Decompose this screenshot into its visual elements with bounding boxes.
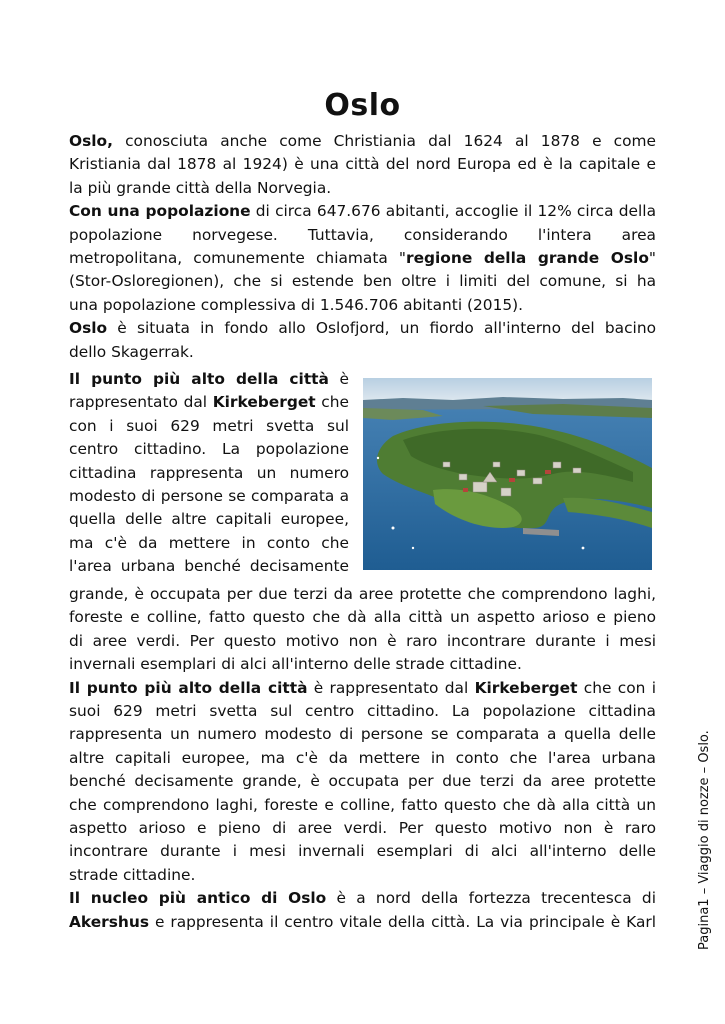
p4-line-1 bbox=[69, 368, 349, 391]
photo-illustration bbox=[363, 378, 652, 570]
p6-text: e rappresenta il centro vitale della città. La via principale è Karl bbox=[149, 912, 656, 931]
p5-line-4: altre capitali europee, ma c'è da mettere in conto che l'area urbana bbox=[69, 748, 656, 767]
p5-line-2: suoi 629 metri svetta sul centro cittadino. La popolazione cittadina bbox=[69, 702, 656, 721]
page-footer: Pagina1 – Viaggio di nozze – Oslo. bbox=[697, 730, 712, 950]
p1-line-2: Kristiania dal 1878 al 1924) è una città del nord Europa ed è la capitale e bbox=[69, 155, 656, 174]
p4-line-9: l'area urbana benché decisamente bbox=[69, 557, 349, 576]
main-text bbox=[69, 583, 656, 934]
p4-line-7: quella delle altre capitali europee, bbox=[69, 510, 349, 529]
p4-line-6: modesto di persone se comparata a bbox=[69, 487, 349, 506]
p5-line-6: che comprendono laghi, foreste e colline, fatto questo che dà alla città un bbox=[69, 795, 656, 814]
p4-bold: Il punto più alto della città bbox=[69, 370, 329, 388]
p5-line-8: incontrare durante i mesi invernali esemplari di alci all'interno delle bbox=[69, 842, 656, 861]
p3-line-2: dello Skagerrak. bbox=[69, 342, 194, 361]
p1-line-3: la più grande città della Norvegia. bbox=[69, 178, 332, 197]
p4-text: che bbox=[315, 393, 349, 412]
p4-line-10: grande, è occupata per due terzi da aree protette che comprendono laghi, bbox=[69, 585, 656, 603]
p6-bold: Il nucleo più antico di Oslo bbox=[69, 889, 327, 908]
p4-line-4: centro cittadino. La popolazione bbox=[69, 440, 349, 459]
p1-text: conosciuta anche come Christiania dal 1624 al 1878 e come bbox=[112, 132, 656, 150]
p5-line-7: aspetto arioso e pieno di aree verdi. Per questo motivo non è raro bbox=[69, 819, 656, 838]
p5-line-9: strade cittadine. bbox=[69, 865, 196, 884]
p4-line-13: invernali esemplari di alci all'interno delle strade cittadine. bbox=[69, 655, 522, 674]
p4-text: rappresentato dal bbox=[69, 393, 213, 412]
p2-line-4: (Stor-Osloregionen), che si estende ben oltre i limiti del comune, si ha bbox=[69, 272, 656, 291]
p2-text: " bbox=[648, 249, 656, 268]
oslo-aerial-photo bbox=[363, 378, 652, 570]
p2-line-2: popolazione norvegese. Tuttavia, considerando l'intera area bbox=[69, 225, 656, 244]
p1-line-1 bbox=[69, 130, 656, 153]
p6-bold: Akershus bbox=[69, 912, 149, 931]
p5-text: è rappresentato dal bbox=[307, 678, 475, 697]
p5-text: che con i bbox=[577, 678, 656, 697]
intro-text bbox=[69, 130, 656, 364]
p2-line-1 bbox=[69, 200, 656, 223]
p3-line-1 bbox=[69, 317, 656, 340]
p2-bold: Con una popolazione bbox=[69, 202, 251, 221]
p6-line-2 bbox=[69, 911, 656, 934]
p4-line-5: cittadina rappresenta un numero bbox=[69, 463, 349, 482]
p3-bold: Oslo bbox=[69, 319, 108, 338]
p6-text: è a nord della fortezza trecentesca di bbox=[326, 889, 656, 908]
p2-bold: regione della grande Oslo bbox=[405, 249, 649, 268]
p6-line-1 bbox=[69, 887, 656, 910]
p5-line-5: benché decisamente grande, è occupata per due terzi da aree protette bbox=[69, 772, 656, 791]
p2-line-3 bbox=[69, 247, 656, 270]
p2-line-5: una popolazione complessiva di 1.546.706 abitanti (2015). bbox=[69, 295, 524, 314]
p4-text: è bbox=[328, 370, 349, 388]
p2-text: di circa 647.676 abitanti, accoglie il 12% circa della bbox=[250, 202, 656, 221]
p4-line-2 bbox=[69, 391, 349, 414]
p5-bold: Kirkeberget bbox=[474, 678, 578, 697]
p4-bold: Kirkeberget bbox=[212, 393, 316, 412]
page-title: Oslo bbox=[324, 88, 401, 123]
p4-line-8: ma c'è da mettere in conto che bbox=[69, 533, 349, 552]
p3-text: è situata in fondo allo Oslofjord, un fiordo all'interno del bacino bbox=[107, 319, 656, 338]
p5-line-3: rappresenta un numero modesto di persone se comparata a quella delle bbox=[69, 725, 656, 744]
p5-bold: Il punto più alto della città bbox=[69, 678, 308, 697]
p4-line-3: con i suoi 629 metri svetta sul bbox=[69, 416, 349, 435]
p4-line-12: di aree verdi. Per questo motivo non è raro incontrare durante i mesi bbox=[69, 631, 656, 650]
p1-bold: Oslo, bbox=[69, 132, 113, 150]
p5-line-1 bbox=[69, 677, 656, 700]
p4-line-11: foreste e colline, fatto questo che dà alla città un aspetto arioso e pieno bbox=[69, 608, 656, 627]
wrapped-text bbox=[69, 368, 349, 579]
p2-text: metropolitana, comunemente chiamata " bbox=[69, 249, 406, 268]
